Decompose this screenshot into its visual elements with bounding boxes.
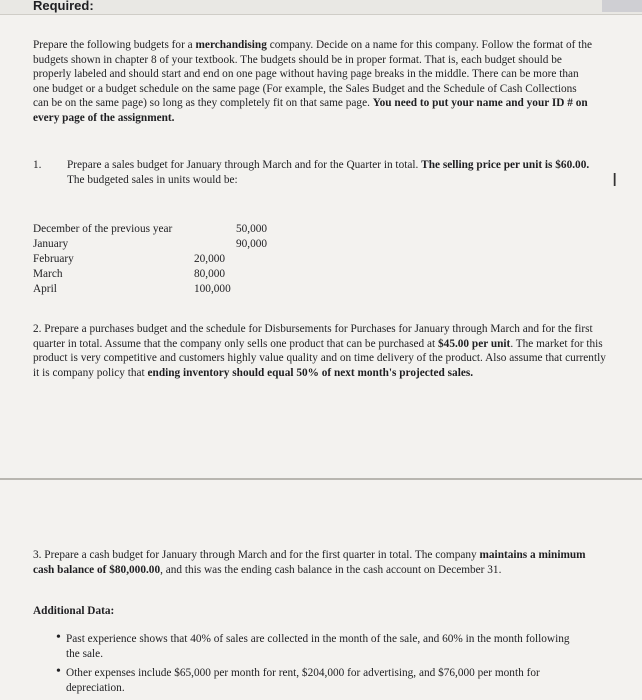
intro-paragraph — [33, 38, 593, 126]
units-value: 80,000 — [194, 268, 226, 280]
units-value: 90,000 — [236, 238, 268, 250]
intro-text-1: Prepare the following budgets for a — [33, 39, 196, 51]
question-3-text-2: , and this was the ending cash balance in the cash account on December 31. — [160, 563, 502, 576]
page-divider — [0, 478, 642, 480]
question-1-number: 1. — [33, 159, 42, 171]
question-1-units-intro: The budgeted sales in units would be: — [67, 173, 238, 186]
question-2-text-1: 2. Prepare a purchases budget and the schedule for Disbursements for Purchases for January through March and for the first quarter in total. Assume that the company only sells one product that can be purchased at — [33, 323, 593, 350]
question-2-unit-cost: $45.00 per unit — [438, 337, 511, 350]
question-1-text: Prepare a sales budget for January through March and for the Quarter in total. — [67, 159, 422, 171]
units-month: April — [33, 283, 57, 295]
bullet-item: Past experience shows that 40% of sales are collected in the month of the sale, and 60% in the month following the sale. — [66, 633, 570, 660]
text-cursor-icon: I — [612, 170, 618, 191]
intro-text-bold-merch: merchandising — [195, 39, 267, 51]
units-value: 50,000 — [236, 223, 268, 235]
question-1-selling-price: The selling price per unit is $60.00. — [421, 159, 590, 171]
viewer-tab[interactable] — [602, 0, 642, 12]
question-2 — [33, 322, 608, 380]
units-value: 100,000 — [194, 283, 231, 295]
question-3-text-1: 3. Prepare a cash budget for January through March and for the first quarter in total. The company — [33, 549, 480, 561]
question-1-body — [67, 158, 597, 187]
question-3-min-cash: maintains a minimum cash balance of $80,000.00 — [33, 549, 586, 576]
intro-text-bold-name-id: You need to put your name and your ID # on every page of the assignment. — [33, 97, 588, 124]
viewer-top-bar — [0, 0, 642, 15]
bullet-item: Other expenses include $65,000 per month for rent, $204,000 for advertising, and $76,000 per month for depreciation. — [66, 667, 540, 694]
units-month: March — [33, 268, 63, 280]
question-2-text-2: . The market for this product is very competitive and customers highly value quality and on time delivery of the product. Also assume that currently it is company policy that — [33, 337, 606, 379]
intro-text-2: company. Decide on a name for this company. Follow the format of the budgets shown in chapter 8 of your textbook. The budgets should be in proper format. That is, each budget should be properly labeled and should start and end on one page without having page breaks in the middle. There can be more than one budget or a budget schedule on the same page (For example, the Sales Budget and the Schedule of Cash Collections can be on the same page) so long as they completely fit on that same page. — [33, 39, 592, 110]
additional-data-heading: Additional Data: — [33, 605, 115, 617]
bullet-dot-icon: • — [56, 630, 61, 645]
required-heading: Required: — [33, 0, 94, 13]
units-month: February — [33, 253, 74, 265]
bullet-dot-icon: • — [56, 664, 61, 679]
units-month: December of the previous year — [33, 223, 173, 235]
question-2-inventory-policy: ending inventory should equal 50% of next month's projected sales. — [147, 366, 474, 379]
units-month: January — [33, 238, 69, 250]
units-value: 20,000 — [194, 253, 226, 265]
question-3 — [33, 548, 593, 577]
